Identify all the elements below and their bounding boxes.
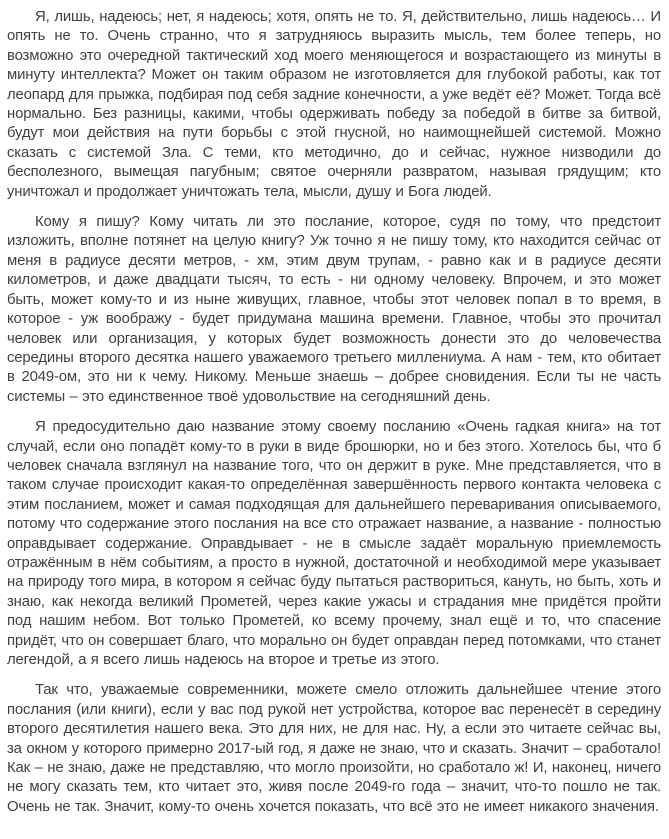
paragraph: Я, лишь, надеюсь; нет, я надеюсь; хотя, опять не то. Я, действительно, лишь надеюсь… И опять не то. Очень странно, что я затрудняюсь выразить мысль, тем более теперь, но возможно это очередной тактический ход моего меняющегося и возрастающего из минуты в минуту интеллекта? Может он таким образом не изготовляется для глубокой работы, как тот леопард для прыжка, подбирая под себя задние конечности, а уже ведёт её? Может. Тогда всё нормально. Без разницы, какими, чтобы одерживать победу за победой в битве за битвой, будут мои действия на пути борьбы с этой гнусной, но наимощнейшей системой. Можно сказать с системой Зла. С теми, кто методично, до и сейчас, нужное низводили до бесполезного, вымещая пагубным; святое очерняли развратом, называя грядущим; кто уничтожал и продолжает уничтожать тела, мысли, душу и Бога людей. [7, 9, 661, 200]
paragraph: Так что, уважаемые современники, можете смело отложить дальнейшее чтение этого послания (или книги), если у вас под рукой нет устройства, которое вас перенесёт в середину второго десятилетия нашего века. Это для них, не для нас. Ну, а если это читаете сейчас вы, за окном у которого примерно 2017-ый год, я даже не знаю, что и сказать. Значит – сработало! Как – не знаю, даже не представляю, что могло произойти, но сработало ж! И, наконец, ничего не могу сказать тем, кто читает это, живя после 2049-го года – значит, что-то пошло не так. Очень не так. Значит, кому-то очень хочется показать, что всё это не имеет никакого значения. [7, 682, 661, 815]
paragraph: Я предосудительно даю название этому своему посланию «Очень гадкая книга» на тот случай, если оно попадёт кому-то в руки в виде брошюрки, но и без этого. Хотелось бы, что б человек сначала взглянул на название того, что он держит в руке. Мне представляется, что в таком случае происходит какая-то определённая завершённость первого контакта человека с этим посланием, может и самая подходящая для дальнейшего переваривания описываемого, потому что содержание этого послания на все сто отражает название, а название - полностью оправдывает содержание. Оправдывает - не в смысле задаёт моральную приемлемость отражённым в нём событиям, а просто в нужной, достаточной и необходимой мере указывает на природу того мира, в котором я сейчас буду пытаться раствориться, кануть, но быть, хоть и знаю, как некогда великий Прометей, через какие ужасы и страдания мне придётся пройти под нашим небом. Вот только Прометей, ко всему прочему, знал ещё и то, что спасение придёт, что он совершает благо, что морально он будет оправдан перед потомками, что станет легендой, а я всего лишь надеюсь на второе и третье из этого. [7, 419, 662, 668]
paragraph: Кому я пишу? Кому читать ли это послание, которое, судя по тому, что предстоит изложить, вполне потянет на целую книгу? Уж точно я не пишу тому, кто находится сейчас от меня в радиусе десяти метров, - хм, этим двум трупам, - равно как и в радиусе десяти километров, и даже двадцати тысяч, то есть - ни одному человеку. Впрочем, и это может быть, может кому-то и из ныне живущих, главное, чтобы этот человек попал в то время, в которое - уж воображу - будет придумана машина времени. Главное, чтобы это прочитал человек или организация, у которых будет возможность донести это до человечества середины второго десятка нашего уважаемого третьего миллениума. А нам - тем, кто обитает в 2049-ом, это ни к чему. Никому. Меньше знаешь – добрее сновидения. Если ты не часть системы – это единственное твоё удовольствие на сегодняшний день. [7, 214, 661, 405]
